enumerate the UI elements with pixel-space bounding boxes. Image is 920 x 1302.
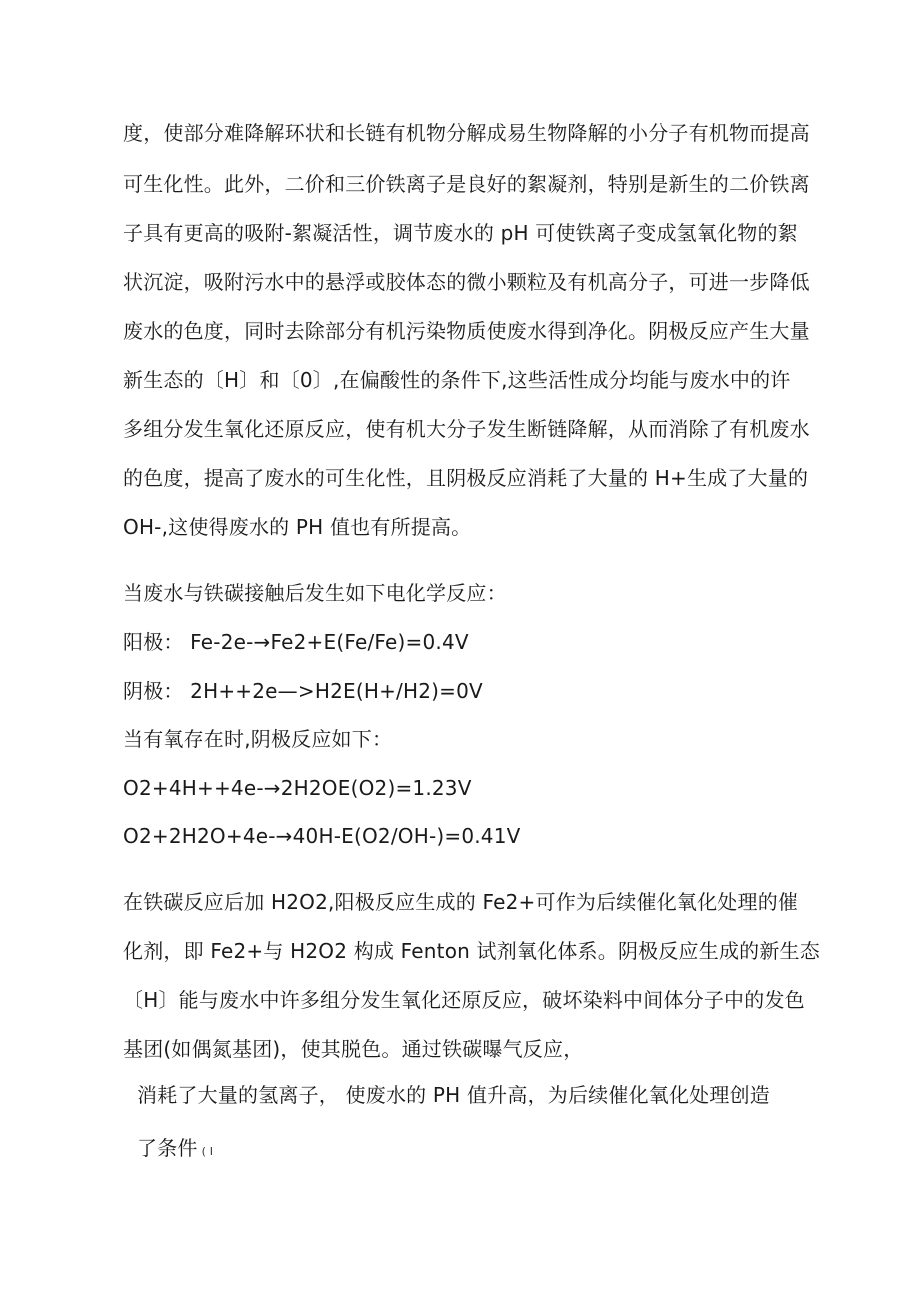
paragraph-1-line-4: 状沉淀，吸附污水中的悬浮或胶体态的微小颗粒及有机高分子，可进一步降低 [123, 270, 810, 294]
paragraph-2-line-3: 〔H〕能与废水中许多组分发生氧化还原反应，破坏染料中间体分子中的发色 [123, 988, 805, 1012]
paragraph-3-line-2 [137, 1136, 213, 1164]
paragraph-2-line-4: 基团(如偶氮基团)，使其脱色。通过铁碳曝气反应， [123, 1037, 584, 1061]
paragraph-1-line-6: 新生态的〔H〕和〔0〕,在偏酸性的条件下,这些活性成分均能与废水中的许 [123, 368, 791, 392]
paragraph-3-line-1: 消耗了大量的氢离子， 使废水的 PH 值升高，为后续催化氧化处理创造 [137, 1083, 770, 1107]
paragraph-1-line-2: 可生化性。此外，二价和三价铁离子是良好的絮凝剂，特别是新生的二价铁离 [123, 172, 810, 196]
paragraph-1-line-3: 子具有更高的吸附-絮凝活性，调节废水的 pH 可使铁离子变成氢氧化物的絮 [123, 221, 798, 245]
anode-reaction: 阳极： Fe-2e-→Fe2+E(Fe/Fe)=0.4V [123, 630, 469, 654]
reaction-intro: 当废水与铁碳接触后发生如下电化学反应： [123, 581, 507, 605]
paragraph-2-line-2: 化剂，即 Fe2+与 H2O2 构成 Fenton 试剂氧化体系。阴极反应生成的新生态 [123, 939, 820, 963]
paragraph-1-line-9: OH-,这使得废水的 PH 值也有所提高。 [123, 515, 472, 539]
oxygen-reaction-intro: 当有氧存在时,阴极反应如下： [123, 727, 393, 751]
paragraph-2-line-1: 在铁碳反应后加 H2O2,阳极反应生成的 Fe2+可作为后续催化氧化处理的催 [123, 890, 799, 914]
paragraph-1-line-1: 度，使部分难降解环状和长链有机物分解成易生物降解的小分子有机物而提高 [123, 121, 810, 145]
cathode-reaction: 阴极： 2H++2e—>H2E(H+/H2)=0V [123, 679, 483, 703]
paragraph-1-line-7: 多组分发生氧化还原反应，使有机大分子发生断链降解，从而消除了有机废水 [123, 417, 810, 441]
trailing-citation-mark: ( I [201, 1145, 214, 1158]
paragraph-3-line-2-text: 了条件 [137, 1136, 198, 1160]
oxygen-reaction-equation-1: O2+4H++4e-→2H2OE(O2)=1.23V [123, 776, 472, 800]
oxygen-reaction-equation-2: O2+2H2O+4e-→40H-E(O2/OH-)=0.41V [123, 824, 521, 848]
paragraph-1-line-5: 废水的色度，同时去除部分有机污染物质使废水得到净化。阴极反应产生大量 [123, 319, 810, 343]
paragraph-1-line-8: 的色度，提高了废水的可生化性，且阴极反应消耗了大量的 H+生成了大量的 [123, 466, 809, 490]
